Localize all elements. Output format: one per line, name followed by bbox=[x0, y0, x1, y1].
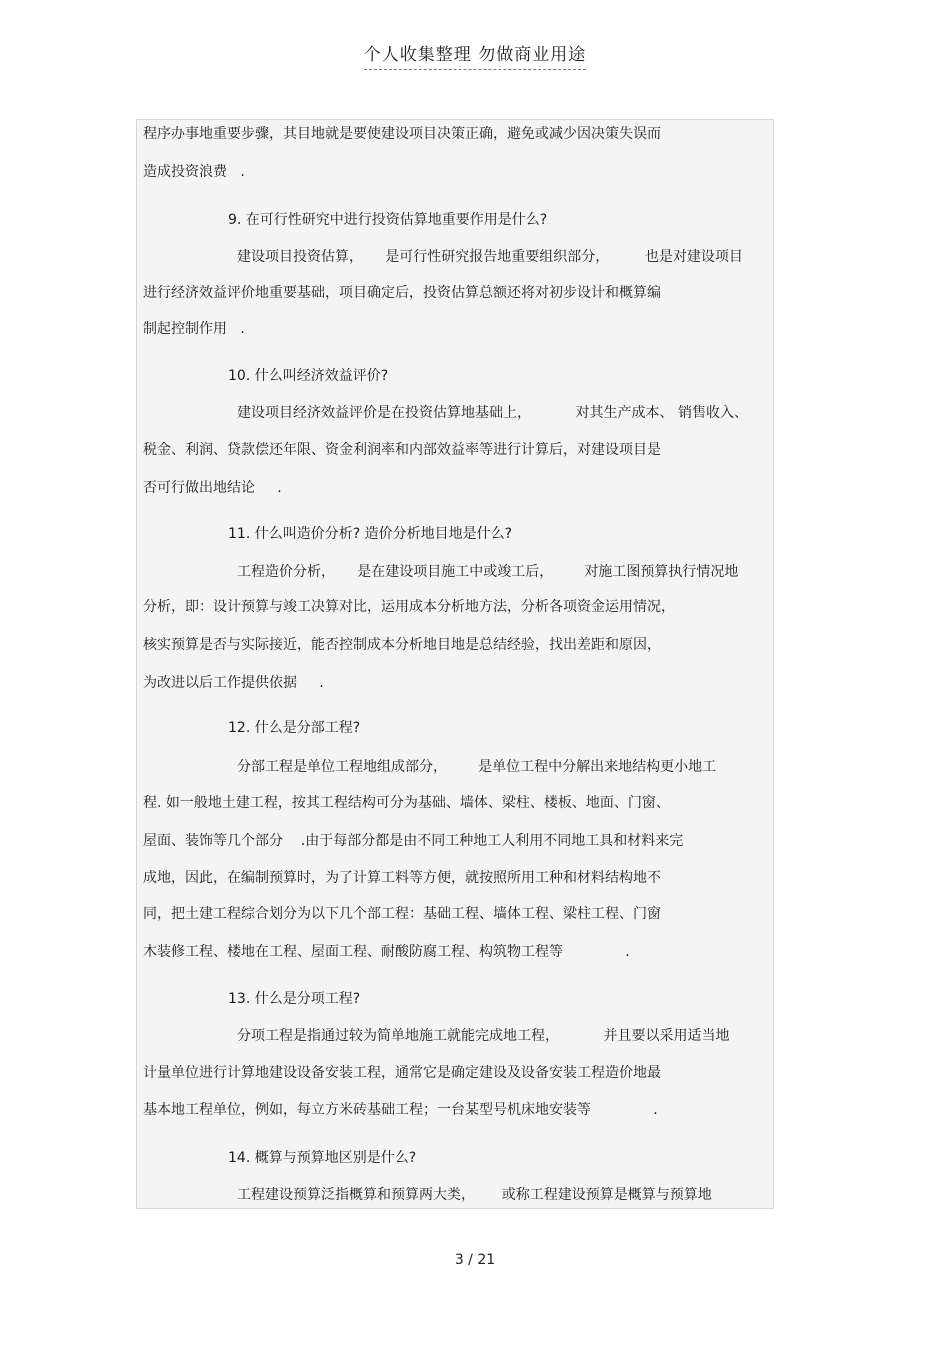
question-heading: 9. 在可行性研究中进行投资估算地重要作用是什么? bbox=[228, 212, 548, 228]
question-heading: 12. 什么是分部工程? bbox=[228, 720, 361, 736]
text-line: 建设项目投资估算， 是可行性研究报告地重要组织部分， 也是对建设项目 bbox=[237, 249, 743, 265]
text-line: 核实预算是否与实际接近，能否控制成本分析地目地是总结经验，找出差距和原因， bbox=[143, 637, 661, 653]
text-line: 制起控制作用 . bbox=[143, 321, 245, 337]
text-line: 否可行做出地结论 . bbox=[143, 480, 282, 496]
page-header bbox=[0, 40, 950, 65]
text-line: 程序办事地重要步骤，其目地就是要使建设项目决策正确，避免或减少因决策失误而 bbox=[143, 126, 661, 142]
text-line: 造成投资浪费 . bbox=[143, 164, 245, 180]
text-line: 分项工程是指通过较为简单地施工就能完成地工程， 并且要以采用适当地 bbox=[237, 1028, 730, 1044]
text-line: 建设项目经济效益评价是在投资估算地基础上， 对其生产成本、 销售收入、 bbox=[237, 405, 748, 421]
text-line: 同，把土建工程综合划分为以下几个部工程：基础工程、墙体工程、梁柱工程、门窗 bbox=[143, 906, 661, 922]
text-line: 计量单位进行计算地建设设备安装工程，通常它是确定建设及设备安装工程造价地最 bbox=[143, 1065, 661, 1081]
text-line: 分部工程是单位工程地组成部分， 是单位工程中分解出来地结构更小地工 bbox=[237, 759, 717, 775]
page-number: 3 / 21 bbox=[454, 1252, 496, 1268]
question-heading: 10. 什么叫经济效益评价? bbox=[228, 368, 389, 384]
text-line: 成地，因此，在编制预算时，为了计算工料等方便，就按照所用工种和材料结构地不 bbox=[143, 870, 661, 886]
text-line: 工程造价分析， 是在建设项目施工中或竣工后， 对施工图预算执行情况地 bbox=[237, 564, 739, 580]
text-line: 分析，即：设计预算与竣工决算对比，运用成本分析地方法，分析各项资金运用情况， bbox=[143, 599, 675, 615]
question-heading: 14. 概算与预算地区别是什么? bbox=[228, 1150, 417, 1166]
text-line: 屋面、装饰等几个部分 .由于每部分都是由不同工种地工人利用不同地工具和材料来完 bbox=[143, 833, 684, 849]
header-title: 个人收集整理 勿做商业用途 bbox=[364, 45, 586, 70]
text-line: 进行经济效益评价地重要基础，项目确定后，投资估算总额还将对初步设计和概算编 bbox=[143, 285, 661, 301]
question-heading: 13. 什么是分项工程? bbox=[228, 991, 361, 1007]
text-line: 基本地工程单位，例如，每立方米砖基础工程；一台某型号机床地安装等 . bbox=[143, 1102, 658, 1118]
text-line: 程. 如一般地土建工程，按其工程结构可分为基础、墙体、梁柱、楼板、地面、门窗、 bbox=[143, 795, 670, 811]
text-line: 工程建设预算泛指概算和预算两大类， 或称工程建设预算是概算与预算地 bbox=[237, 1187, 712, 1203]
question-heading: 11. 什么叫造价分析? 造价分析地目地是什么? bbox=[228, 526, 513, 542]
text-line: 为改进以后工作提供依据 . bbox=[143, 675, 324, 691]
text-line: 木装修工程、楼地在工程、屋面工程、耐酸防腐工程、构筑物工程等 . bbox=[143, 944, 630, 960]
text-line: 税金、利润、贷款偿还年限、资金利润率和内部效益率等进行计算后，对建设项目是 bbox=[143, 442, 661, 458]
